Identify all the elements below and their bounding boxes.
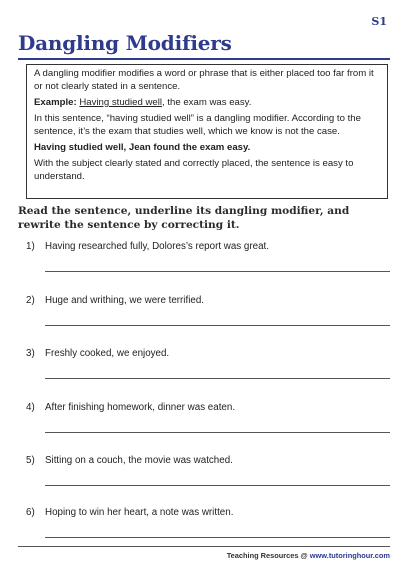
question-text: Huge and writhing, we were terrified. <box>45 295 205 306</box>
question-text: After finishing homework, dinner was eaten. <box>45 402 236 413</box>
question-number: 6) <box>26 507 35 518</box>
question-item <box>0 455 405 495</box>
example-line <box>34 97 380 110</box>
instructions: Read the sentence, underline its dangling modifier, and rewrite the sentence by correcting it. <box>18 205 350 231</box>
example-rest: , the exam was easy. <box>162 96 252 108</box>
footer-label: Teaching Resources @ <box>226 551 308 560</box>
question-item <box>0 402 405 442</box>
corrected-example: Having studied well, Jean found the exam easy. <box>34 141 251 153</box>
example-label: Example: <box>34 96 77 108</box>
answer-line[interactable] <box>45 537 390 538</box>
question-item <box>0 241 405 281</box>
page-title: Dangling Modifiers <box>18 31 232 55</box>
question-item <box>0 295 405 335</box>
example-underlined: Having studied well <box>79 96 163 108</box>
explanation-text: In this sentence, “having studied well” is a dangling modifier. According to the sentence, it’s the exam that studies well, which we know is not the case. <box>34 112 361 137</box>
footer-site-link[interactable]: www.tutoringhour.com <box>309 551 390 560</box>
question-text: Sitting on a couch, the movie was watched. <box>45 455 233 466</box>
question-item <box>0 507 405 547</box>
title-divider <box>18 58 390 60</box>
question-number: 2) <box>26 295 35 306</box>
question-text: Freshly cooked, we enjoyed. <box>45 348 170 359</box>
answer-line[interactable] <box>45 271 390 272</box>
question-item <box>0 348 405 388</box>
footer-divider <box>18 546 390 547</box>
question-text: Having researched fully, Dolores’s report was great. <box>45 241 269 252</box>
worksheet-code: S1 <box>371 15 387 28</box>
question-number: 4) <box>26 402 35 413</box>
definition-box <box>26 64 388 199</box>
answer-line[interactable] <box>45 325 390 326</box>
note-text: With the subject clearly stated and correctly placed, the sentence is easy to understand. <box>34 157 354 182</box>
question-number: 3) <box>26 348 35 359</box>
answer-line[interactable] <box>45 485 390 486</box>
question-number: 5) <box>26 455 35 466</box>
question-number: 1) <box>26 241 35 252</box>
definition-text: A dangling modifier modifies a word or phrase that is either placed too far from it or not clearly stated in a sentence. <box>34 68 374 92</box>
answer-line[interactable] <box>45 432 390 433</box>
question-text: Hoping to win her heart, a note was written. <box>45 507 234 518</box>
answer-line[interactable] <box>45 378 390 379</box>
footer <box>227 551 390 560</box>
